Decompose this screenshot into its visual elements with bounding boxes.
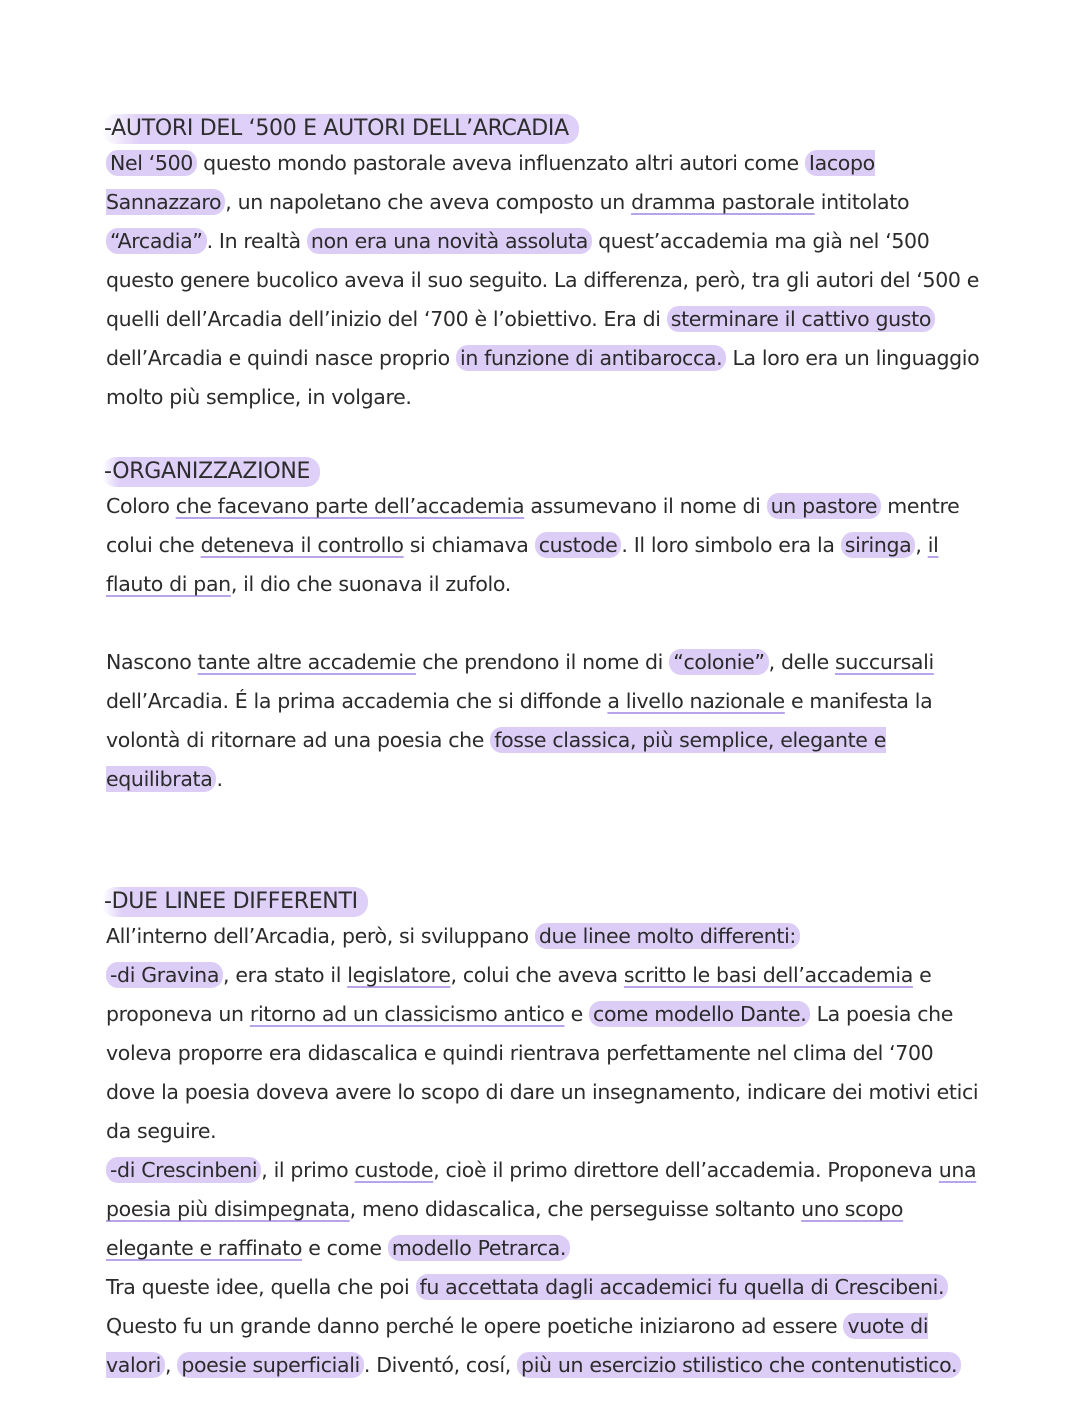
paragraph-intro-linee bbox=[106, 917, 980, 956]
text: dell’Arcadia e quindi nasce proprio bbox=[106, 346, 456, 370]
text: Questo fu un grande danno perché le opere poetiche iniziarono ad essere bbox=[106, 1314, 844, 1338]
highlight: siringa bbox=[841, 532, 916, 558]
text: quest’accademia ma già nel ‘500 questo genere bucolico aveva il suo seguito. La differenza, però, tra gli autori del ‘500 e quelli dell’Arcadia dell’inizio del ‘700 è l’obiettivo. Era di bbox=[106, 229, 980, 331]
highlight: fu accettata dagli accademici fu quella di Crescibeni. bbox=[416, 1274, 949, 1300]
text: , delle bbox=[768, 650, 836, 674]
text: , meno didascalica, che perseguisse soltanto bbox=[349, 1197, 802, 1221]
underline: dramma pastorale bbox=[631, 190, 815, 214]
section-organizzazione bbox=[106, 457, 980, 604]
text: , era stato il bbox=[223, 963, 348, 987]
text: La loro era un linguaggio molto più semplice, in volgare. bbox=[106, 346, 980, 409]
underline: a livello nazionale bbox=[607, 689, 785, 713]
highlight: custode bbox=[535, 532, 622, 558]
paragraph-colonie bbox=[106, 643, 980, 799]
underline: il flauto di pan bbox=[106, 533, 939, 596]
underline: ritorno ad un classicismo antico bbox=[249, 1002, 565, 1026]
paragraph-danno bbox=[106, 1307, 980, 1385]
highlight: come modello Dante. bbox=[589, 1001, 810, 1027]
highlight: non era una novità assoluta bbox=[307, 228, 592, 254]
paragraph-accettata bbox=[106, 1268, 980, 1307]
section-heading-organizzazione: -ORGANIZZAZIONE bbox=[102, 457, 320, 487]
text: assumevano il nome di bbox=[524, 494, 767, 518]
text: e manifesta la volontà di ritornare ad una poesia che bbox=[106, 689, 933, 752]
highlight: -di Crescinbeni bbox=[106, 1157, 261, 1183]
text: , bbox=[915, 533, 928, 557]
text: Coloro bbox=[106, 494, 176, 518]
text: questo mondo pastorale aveva influenzato altri autori come bbox=[197, 151, 805, 175]
text: , cioè il primo direttore dell’accademia. Proponeva bbox=[433, 1158, 939, 1182]
text: All’interno dell’Arcadia, però, si sviluppano bbox=[106, 924, 535, 948]
text: Tra queste idee, quella che poi bbox=[106, 1275, 416, 1299]
text: . Il loro simbolo era la bbox=[621, 533, 841, 557]
text: si chiamava bbox=[403, 533, 535, 557]
text: dell’Arcadia. É la prima accademia che si diffonde bbox=[106, 689, 608, 713]
text: Nascono bbox=[106, 650, 198, 674]
text: . Diventó, cosí, bbox=[363, 1353, 518, 1377]
highlight: poesie superficiali bbox=[177, 1352, 364, 1378]
paragraph-autori bbox=[106, 144, 980, 417]
text: intitolato bbox=[814, 190, 910, 214]
highlight: modello Petrarca. bbox=[388, 1235, 570, 1261]
highlight: Nel ‘500 bbox=[106, 150, 197, 176]
section-heading-autori: -AUTORI DEL ‘500 E AUTORI DELL’ARCADIA bbox=[102, 114, 579, 144]
highlight: un pastore bbox=[767, 493, 881, 519]
highlight: “colonie” bbox=[669, 649, 768, 675]
underline: tante altre accademie bbox=[197, 650, 417, 674]
text: , colui che aveva bbox=[450, 963, 624, 987]
text: , il primo bbox=[261, 1158, 355, 1182]
underline: deteneva il controllo bbox=[200, 533, 404, 557]
underline: uno scopo elegante e raffinato bbox=[106, 1197, 904, 1260]
section-colonie bbox=[106, 643, 980, 799]
text: . bbox=[216, 767, 223, 791]
highlight: due linee molto differenti: bbox=[535, 923, 800, 949]
underline: una poesia più disimpegnata bbox=[106, 1158, 977, 1221]
text: , un napoletano che aveva composto un bbox=[225, 190, 632, 214]
section-heading-due-linee: -DUE LINEE DIFFERENTI bbox=[102, 887, 368, 917]
text: , bbox=[164, 1353, 178, 1377]
underline: succursali bbox=[835, 650, 934, 674]
underline: legislatore bbox=[347, 963, 451, 987]
text: mentre colui che bbox=[106, 494, 960, 557]
paragraph-organizzazione bbox=[106, 487, 980, 604]
highlight: -di Gravina bbox=[106, 962, 223, 988]
text: che prendono il nome di bbox=[416, 650, 670, 674]
text: e come bbox=[302, 1236, 388, 1260]
highlight: Iacopo Sannazzaro bbox=[106, 151, 875, 214]
section-autori bbox=[106, 114, 980, 417]
underline: custode bbox=[354, 1158, 434, 1182]
underline: scritto le basi dell’accademia bbox=[623, 963, 913, 987]
text: e proponeva un bbox=[106, 963, 932, 1026]
underline: che facevano parte dell’accademia bbox=[175, 494, 525, 518]
highlight: sterminare il cattivo gusto bbox=[667, 306, 935, 332]
paragraph-crescinbeni bbox=[106, 1151, 980, 1268]
highlight: “Arcadia” bbox=[106, 228, 207, 254]
section-due-linee bbox=[106, 887, 980, 1385]
highlight: più un esercizio stilistico che contenutistico. bbox=[517, 1352, 961, 1378]
text: , il dio che suonava il zufolo. bbox=[230, 572, 511, 596]
highlight: vuote di valori bbox=[106, 1314, 929, 1377]
text: e bbox=[564, 1002, 590, 1026]
text: La poesia che voleva proporre era didascalica e quindi rientrava perfettamente nel clima del ‘700 dove la poesia doveva avere lo scopo di dare un insegnamento, indicare dei motivi etici da seguire. bbox=[106, 1002, 979, 1143]
paragraph-gravina bbox=[106, 956, 980, 1151]
highlight: fosse classica, più semplice, elegante e equilibrata bbox=[106, 728, 886, 791]
text: . In realtà bbox=[206, 229, 307, 253]
highlight: in funzione di antibarocca. bbox=[456, 345, 726, 371]
